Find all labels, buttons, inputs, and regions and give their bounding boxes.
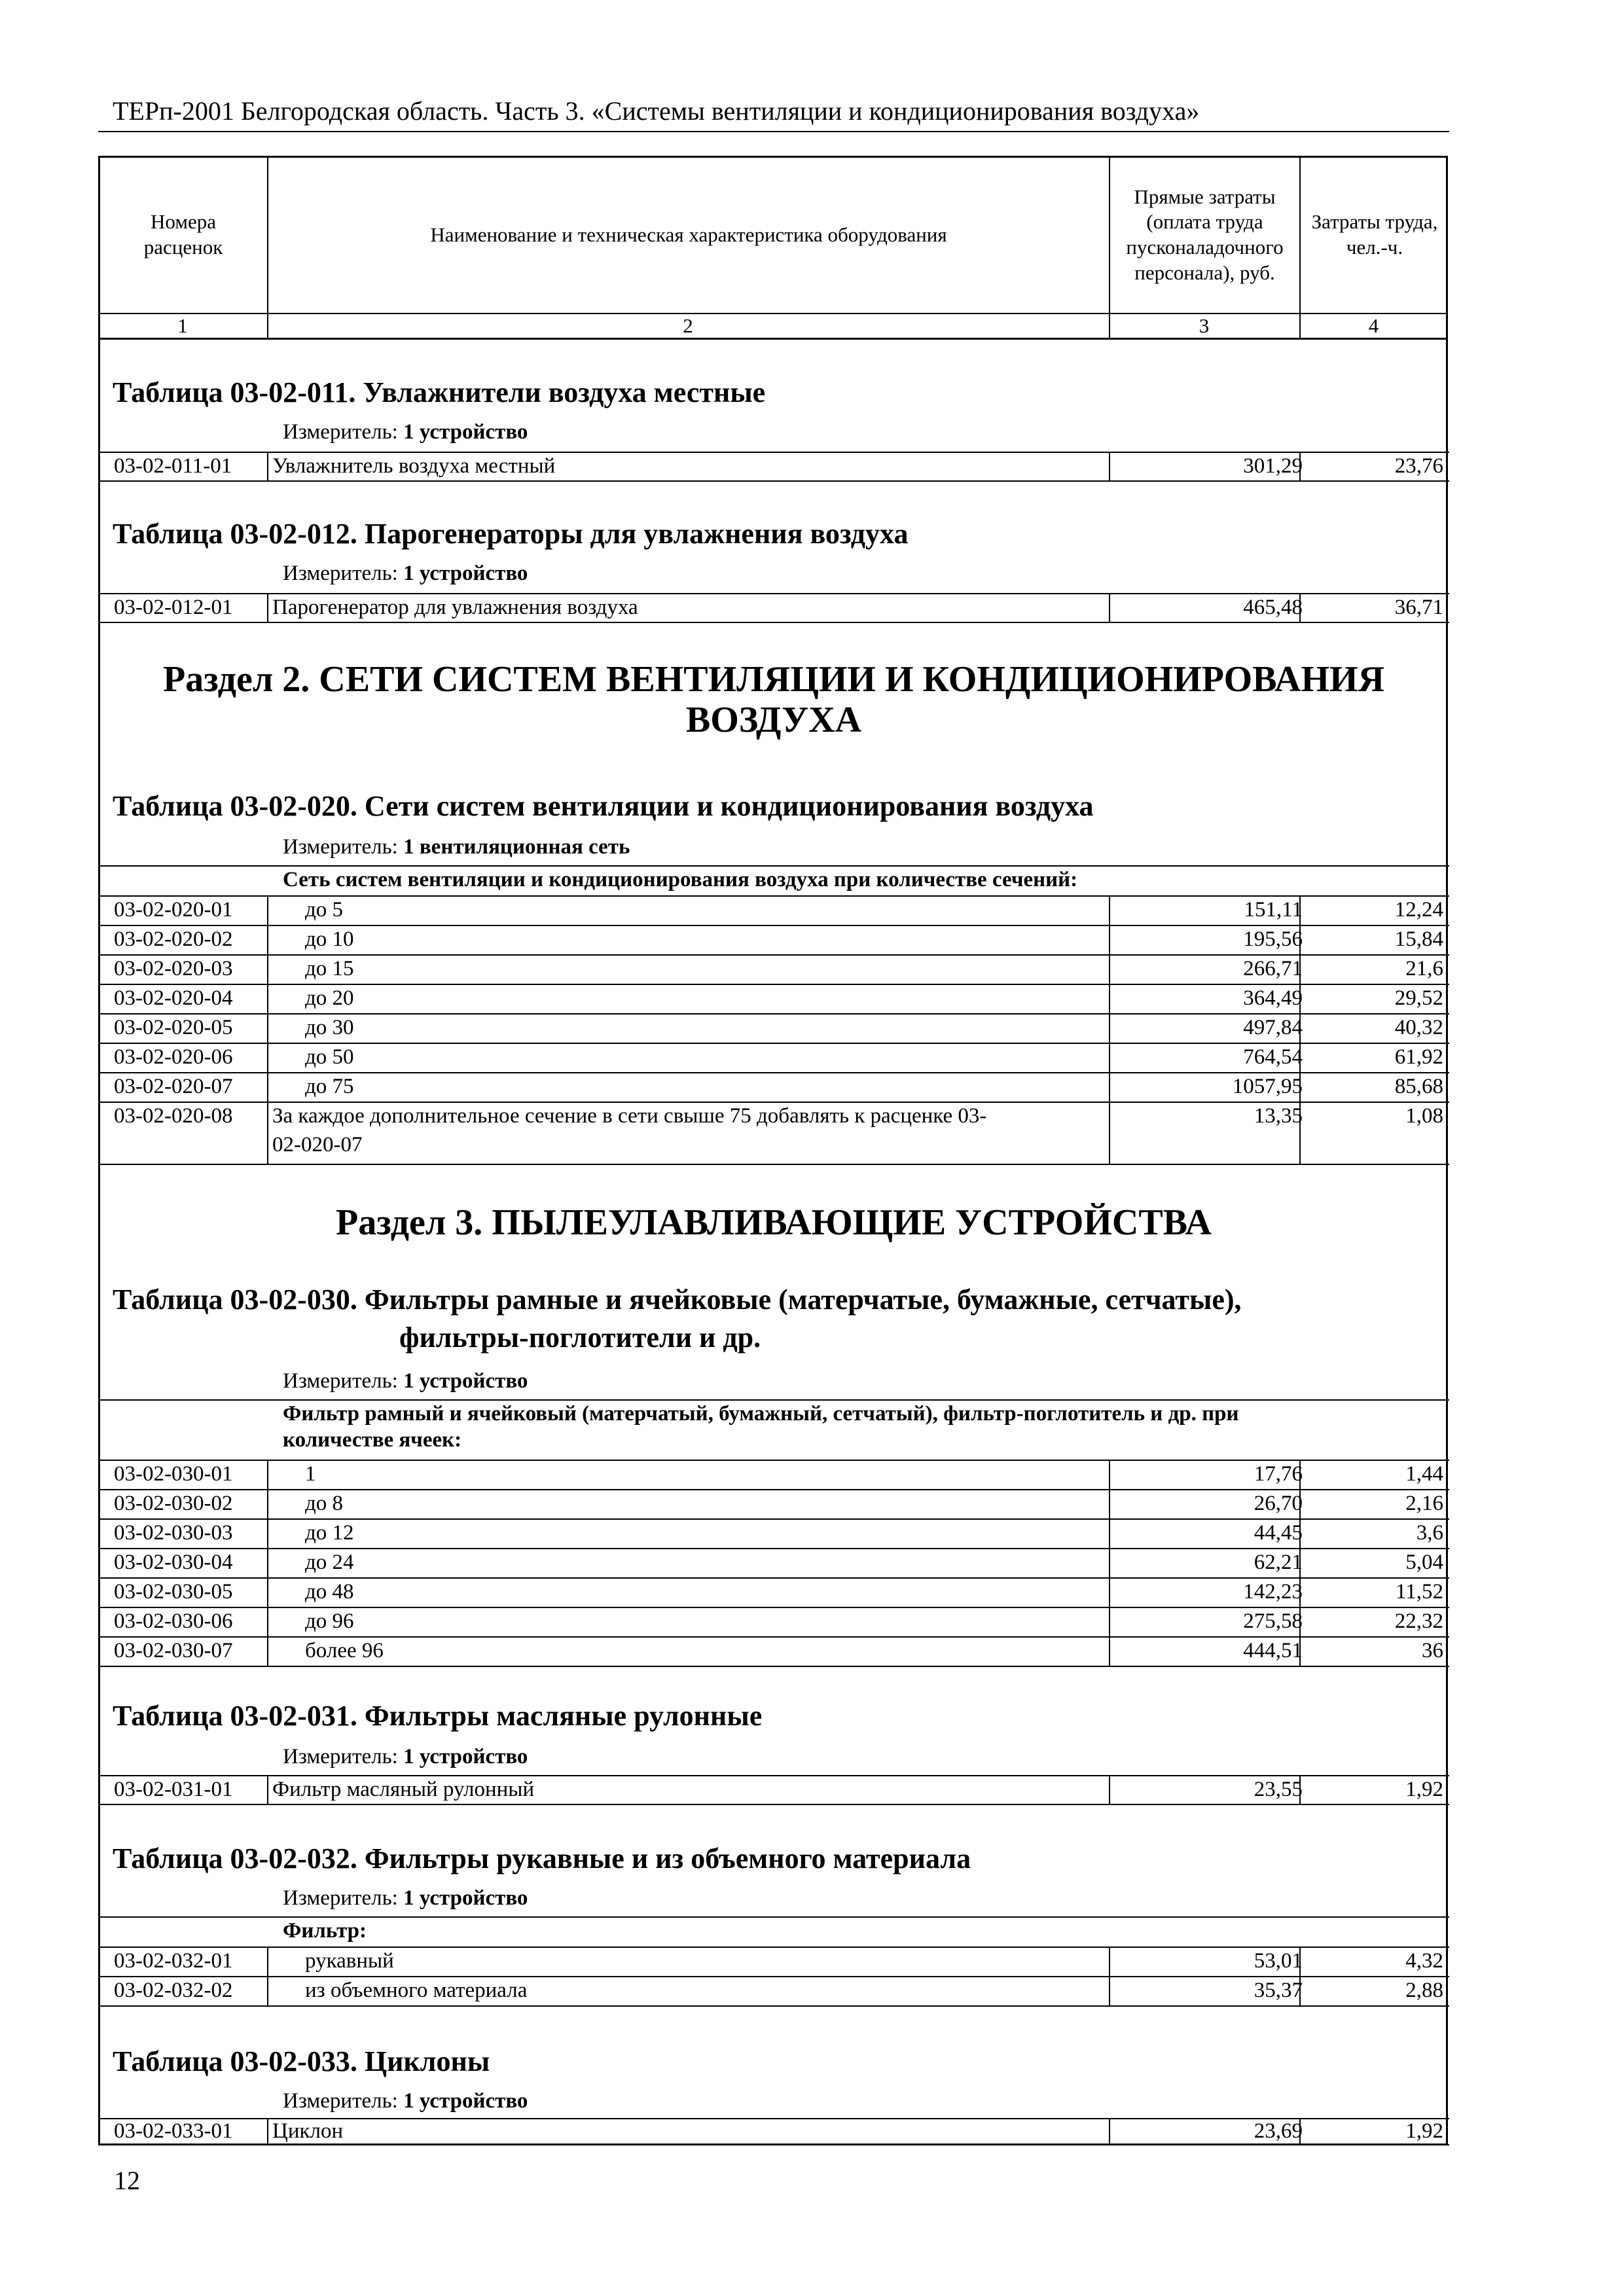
equipment-name: Увлажнитель воздуха местный [272, 454, 556, 478]
equipment-name: рукавный [305, 1949, 394, 1973]
column-number-4: 4 [1368, 314, 1379, 337]
labor-value: 36,71 [1394, 596, 1443, 619]
table-subheading-line2: количестве ячеек: [283, 1428, 462, 1452]
row-divider [98, 1577, 1449, 1579]
rate-code: 03-02-020-04 [114, 986, 233, 1010]
direct-cost-value: 17,76 [1254, 1462, 1303, 1486]
direct-cost-value: 23,69 [1254, 2119, 1303, 2143]
equipment-name: до 30 [305, 1016, 354, 1039]
direct-cost-value: 301,29 [1243, 454, 1303, 478]
rate-code: 03-02-030-02 [114, 1492, 233, 1515]
labor-value: 1,08 [1405, 1104, 1443, 1128]
rate-code: 03-02-033-01 [114, 2119, 233, 2143]
labor-value: 61,92 [1394, 1045, 1443, 1069]
table-title-03-02-032: Таблица 03-02-032. Фильтры рукавные и из объемного материала [113, 1842, 971, 1874]
page-number: 12 [114, 2166, 140, 2195]
row-divider [98, 1518, 1449, 1520]
measure-label: Измеритель: [283, 1886, 398, 1910]
equipment-name: 1 [305, 1462, 316, 1486]
labor-value: 15,84 [1394, 927, 1443, 951]
measure-label: Измеритель: [283, 835, 398, 859]
column-numbers-bottom-line [98, 338, 1448, 340]
equipment-name: до 48 [305, 1580, 354, 1604]
measure-unit: 1 устройство [403, 1886, 528, 1910]
section-title-2 [98, 660, 1449, 740]
equipment-name: до 10 [305, 927, 354, 951]
measure-unit: 1 устройство [403, 2089, 528, 2113]
column-divider [1109, 593, 1110, 623]
header-divider-3 [1299, 156, 1301, 339]
measure-label: Измеритель: [283, 562, 398, 585]
rate-code: 03-02-030-06 [114, 1609, 233, 1633]
equipment-name: до 75 [305, 1075, 354, 1098]
labor-value: 11,52 [1395, 1580, 1443, 1604]
labor-value: 3,6 [1416, 1521, 1443, 1545]
equipment-name: Циклон [272, 2119, 344, 2143]
rate-code: 03-02-020-07 [114, 1075, 233, 1098]
table-subheading-line1: Фильтр рамный и ячейковый (матерчатый, бумажный, сетчатый), фильтр-поглотитель и др. при [283, 1402, 1239, 1426]
table-title-03-02-030-line2: фильтры-поглотители и др. [399, 1321, 761, 1354]
direct-cost-value: 195,56 [1243, 927, 1303, 951]
measure-line [283, 2089, 528, 2113]
measure-label: Измеритель: [283, 2089, 398, 2113]
direct-cost-value: 23,55 [1254, 1778, 1303, 1801]
measure-unit: 1 устройство [403, 1745, 528, 1768]
direct-cost-value: 364,49 [1243, 986, 1303, 1010]
labor-value: 5,04 [1405, 1551, 1443, 1574]
row-divider [98, 954, 1449, 956]
column-divider [267, 1775, 268, 1805]
measure-line [283, 562, 528, 586]
direct-cost-value: 142,23 [1243, 1580, 1303, 1604]
column-divider [267, 895, 268, 1165]
row-divider [98, 1072, 1449, 1073]
rate-code: 03-02-030-01 [114, 1462, 233, 1486]
row-divider [98, 1548, 1449, 1549]
column-divider [1109, 2118, 1110, 2145]
labor-value: 40,32 [1394, 1016, 1443, 1039]
row-divider [98, 1043, 1449, 1044]
table-title-03-02-011: Таблица 03-02-011. Увлажнители воздуха местные [113, 376, 766, 408]
equipment-name-line1: За каждое дополнительное сечение в сети свыше 75 добавлять к расценке 03- [272, 1104, 987, 1128]
measure-label: Измеритель: [283, 1369, 398, 1393]
table-title-03-02-020: Таблица 03-02-020. Сети систем вентиляции и кондиционирования воздуха [113, 790, 1094, 822]
row-divider [98, 1013, 1449, 1014]
rate-code: 03-02-012-01 [114, 596, 233, 619]
rate-code: 03-02-030-05 [114, 1580, 233, 1604]
subhead-top-line [98, 1916, 1449, 1918]
rate-code: 03-02-030-04 [114, 1551, 233, 1574]
direct-cost-value: 53,01 [1254, 1949, 1303, 1973]
direct-cost-value: 44,45 [1254, 1521, 1303, 1545]
labor-value: 22,32 [1394, 1609, 1443, 1633]
equipment-name: до 20 [305, 986, 354, 1010]
measure-line [283, 1886, 528, 1910]
column-header-name: Наименование и техническая характеристика оборудования [430, 223, 947, 246]
equipment-name: до 96 [305, 1609, 354, 1633]
labor-value: 29,52 [1394, 986, 1443, 1010]
equipment-name: более 96 [305, 1639, 384, 1662]
column-divider [1109, 452, 1110, 482]
measure-label: Измеритель: [283, 420, 398, 444]
column-number-2: 2 [683, 314, 693, 337]
equipment-name: до 24 [305, 1551, 354, 1574]
labor-value: 2,88 [1405, 1979, 1443, 2002]
subhead-top-line [98, 865, 1449, 867]
measure-unit: 1 устройство [403, 1369, 528, 1393]
section-title-2-line1: Раздел 2. СЕТИ СИСТЕМ ВЕНТИЛЯЦИИ И КОНДИЦИОНИРОВАНИЯ [162, 659, 1385, 700]
labor-value: 23,76 [1394, 454, 1443, 478]
row-divider [98, 1636, 1449, 1638]
section-title-2-line2: ВОЗДУХА [685, 699, 862, 740]
rate-code: 03-02-030-03 [114, 1521, 233, 1545]
column-divider [267, 593, 268, 623]
rate-code: 03-02-020-03 [114, 957, 233, 980]
column-divider [267, 2118, 268, 2145]
labor-value: 85,68 [1394, 1075, 1443, 1098]
column-divider [1109, 895, 1110, 1165]
table-title-03-02-012: Таблица 03-02-012. Парогенераторы для увлажнения воздуха [113, 518, 909, 550]
column-number-1: 1 [177, 314, 188, 337]
row-divider [98, 984, 1449, 985]
measure-line [283, 1745, 528, 1769]
equipment-name: до 12 [305, 1521, 354, 1545]
rate-code: 03-02-032-02 [114, 1979, 233, 2002]
header-rule [98, 131, 1449, 132]
column-header-codes: Номера расценок [143, 210, 223, 259]
direct-cost-value: 266,71 [1243, 957, 1303, 980]
rate-code: 03-02-020-06 [114, 1045, 233, 1069]
row-divider [98, 1976, 1449, 1977]
measure-unit: 1 устройство [403, 562, 528, 585]
direct-cost-value: 764,54 [1243, 1045, 1303, 1069]
table-title-03-02-033: Таблица 03-02-033. Циклоны [113, 2045, 490, 2077]
labor-value: 12,24 [1394, 898, 1443, 922]
labor-value: 36 [1422, 1639, 1443, 1662]
header-divider-2 [1109, 156, 1110, 339]
labor-value: 2,16 [1405, 1492, 1443, 1515]
row-divider [98, 1607, 1449, 1608]
equipment-name: до 15 [305, 957, 354, 980]
equipment-name: до 5 [305, 898, 344, 922]
column-number-3: 3 [1199, 314, 1210, 337]
direct-cost-value: 35,37 [1254, 1979, 1303, 2002]
direct-cost-value: 13,35 [1254, 1104, 1303, 1128]
rate-code: 03-02-020-02 [114, 927, 233, 951]
rate-code: 03-02-020-08 [114, 1104, 233, 1128]
direct-cost-value: 62,21 [1254, 1551, 1303, 1574]
row-divider [98, 1489, 1449, 1490]
measure-line [283, 1369, 528, 1393]
measure-unit: 1 устройство [403, 420, 528, 444]
row-divider [98, 925, 1449, 926]
running-header: ТЕРп-2001 Белгородская область. Часть 3. «Системы вентиляции и кондиционирования воздуха» [113, 96, 1200, 126]
table-title-03-02-030-line1: Таблица 03-02-030. Фильтры рамные и ячейковые (матерчатые, бумажные, сетчатые), [113, 1283, 1242, 1316]
section-title-3: Раздел 3. ПЫЛЕУЛАВЛИВАЮЩИЕ УСТРОЙСТВА [336, 1202, 1212, 1243]
equipment-name: из объемного материала [305, 1979, 528, 2002]
equipment-name: до 8 [305, 1492, 344, 1515]
measure-line [283, 835, 630, 859]
row-divider [98, 1102, 1449, 1103]
table-subheading: Фильтр: [283, 1919, 367, 1943]
equipment-name-line2: 02-020-07 [272, 1133, 363, 1157]
direct-cost-value: 497,84 [1243, 1016, 1303, 1039]
labor-value: 1,92 [1405, 1778, 1443, 1801]
rate-code: 03-02-030-07 [114, 1639, 233, 1662]
direct-cost-value: 26,70 [1254, 1492, 1303, 1515]
rate-code: 03-02-020-01 [114, 898, 233, 922]
rate-code: 03-02-011-01 [114, 454, 232, 478]
equipment-name: до 50 [305, 1045, 354, 1069]
table-title-03-02-031: Таблица 03-02-031. Фильтры масляные рулонные [113, 1700, 763, 1732]
column-header-labor: Затраты труда, чел.-ч. [1311, 210, 1438, 259]
labor-value: 1,44 [1405, 1462, 1443, 1486]
labor-value: 4,32 [1405, 1949, 1443, 1973]
labor-value: 1,92 [1405, 2119, 1443, 2143]
equipment-name: Фильтр масляный рулонный [272, 1778, 535, 1801]
direct-cost-value: 1057,95 [1232, 1075, 1303, 1098]
rate-code: 03-02-020-05 [114, 1016, 233, 1039]
direct-cost-value: 465,48 [1243, 596, 1303, 619]
column-divider [267, 452, 268, 482]
direct-cost-value: 151,11 [1244, 898, 1303, 922]
direct-cost-value: 444,51 [1243, 1639, 1303, 1662]
measure-unit: 1 вентиляционная сеть [403, 835, 630, 859]
subhead-top-line [98, 1399, 1449, 1401]
direct-cost-value: 275,58 [1243, 1609, 1303, 1633]
table-subheading: Сеть систем вентиляции и кондиционирования воздуха при количестве сечений: [283, 868, 1078, 891]
equipment-name: Парогенератор для увлажнения воздуха [272, 596, 638, 619]
labor-value: 21,6 [1405, 957, 1443, 980]
measure-line [283, 420, 528, 444]
rate-code: 03-02-032-01 [114, 1949, 233, 1973]
column-header-direct-costs: Прямые затраты (оплата труда пусконаладочного персонала), руб. [1126, 185, 1284, 284]
measure-label: Измеритель: [283, 1745, 398, 1768]
column-divider [1109, 1775, 1110, 1805]
rate-code: 03-02-031-01 [114, 1778, 233, 1801]
